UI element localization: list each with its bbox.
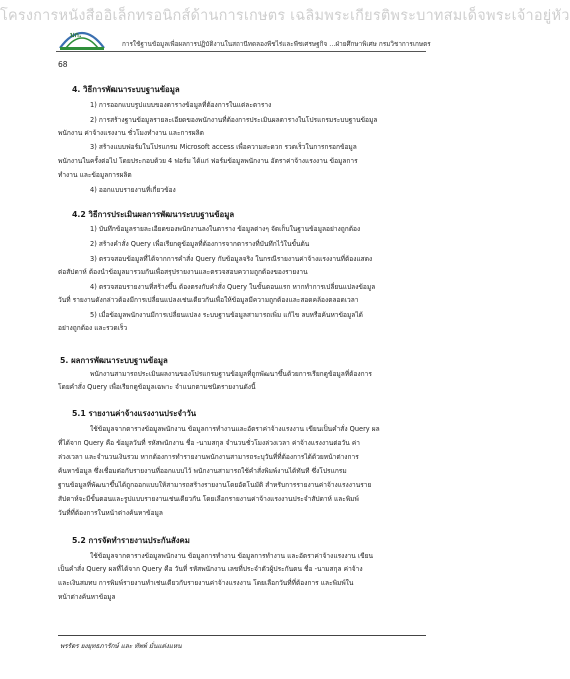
footer-divider: [58, 635, 426, 636]
paragraph-line: 4) ออกแบบรายงานที่เกี่ยวข้อง: [90, 186, 176, 194]
paragraph-line: ล่วงเวลา และจำนวนเงินรวม หากต้องการทำรายงานพนักงานสามารถระบุวันที่ที่ต้องการได้ด้วยหน้าต่างการ: [58, 453, 359, 461]
paragraph-line: 2) การสร้างฐานข้อมูลรายละเอียดของพนักงานที่ต้องการประเมินผลตารางในโปรแกรมระบบฐานข้อมูล: [90, 116, 378, 124]
paragraph-line: เป็นคำสั่ง Query ผลที่ได้จาก Query คือ วันที่ รหัสพนักงาน เลขที่ประจำตัวผู้ประกันตน ชื่อ -นามสกุล ค่าจ้าง: [58, 565, 363, 573]
paragraph-line: 3) ตรวจสอบข้อมูลที่ได้จากการคำสั่ง Query กับข้อมูลจริง ในกรณีรายงานค่าจ้างแรงงานที่ต้องแสดง: [90, 255, 373, 263]
paragraph-line: 1) บันทึกข้อมูลรายละเอียดของพนักงานลงในตาราง ข้อมูลต่างๆ จัดเก็บในฐานข้อมูลอย่างถูกต้อง: [90, 225, 361, 233]
paragraph-line: 2) สร้างคำสั่ง Query เพื่อเรียกดูข้อมูลที่ต้องการจากตารางที่บันทึกไว้ในขั้นต้น: [90, 240, 310, 248]
paragraph-line: วันที่ รายงานดังกล่าวต้องมีการเปลี่ยนแปลงเช่นเดียวกันเพื่อให้ข้อมูลมีความถูกต้องและสอดคล้องตลอดเวลา: [58, 296, 359, 304]
paragraph-line: 4) ตรวจสอบรายงานที่สร้างขึ้น ต้องตรงกับคำสั่ง Query ในขั้นตอนแรก หากทำการเปลี่ยนแปลงข้อมูล: [90, 283, 376, 291]
paragraph-line: 3) สร้างแบบฟอร์มในโปรแกรม Microsoft access เพื่อความสะดวก รวดเร็วในการกรอกข้อมูล: [90, 143, 357, 151]
paragraph-line: และเงินสมทบ การพิมพ์รายงานทำเช่นเดียวกับรายงานค่าจ้างแรงงาน โดยเลือกวันที่ที่ต้องการ และพิมพ์ใน: [58, 579, 354, 587]
page-number: 68: [58, 60, 68, 69]
university-logo: [56, 22, 108, 52]
paragraph-line: ที่ได้จาก Query คือ ข้อมูลวันที่ รหัสพนักงาน ชื่อ -นามสกุล จำนวนชั่วโมงล่วงเวลา ค่าจ้างแรงงานต่อวัน ค่า: [58, 439, 360, 447]
header-divider: [56, 51, 426, 52]
section-heading: 5.1 รายงานค่าจ้างแรงงานประจำวัน: [72, 409, 197, 418]
paragraph-line: ใช้ข้อมูลจากตารางข้อมูลพนักงาน ข้อมูลการทำงานและอัตราค่าจ้างแรงงาน เขียนเป็นคำสั่ง Query ผล: [90, 425, 380, 433]
paragraph-line: 5) เมื่อข้อมูลพนักงานมีการเปลี่ยนแปลง ระบบฐานข้อมูลสามารถเพิ่ม แก้ไข ลบหรือค้นหาข้อมูลได้: [90, 311, 363, 319]
logo-text: มก.: [70, 31, 82, 39]
paragraph-line: โดยคำสั่ง Query เพื่อเรียกดูข้อมูลเฉพาะ จำแนกตามชนิดรายงานดังนี้: [58, 383, 256, 391]
paragraph-line: พนักงานในครั้งต่อไป โดยประกอบด้วย 4 ฟอร์ม ได้แก่ ฟอร์มข้อมูลพนักงาน อัตราค่าจ้างแรงงาน ข้อมูลการ: [58, 157, 358, 165]
paragraph-line: ค้นหาข้อมูล ซึ่งเชื่อมต่อกับรายงานที่ออกแบบไว้ พนักงานสามารถใช้คำสั่งพิมพ์งานได้ทันที ซึ่งโปรแกรม: [58, 467, 347, 475]
section-heading: 4.2 วิธีการประเมินผลการพัฒนาระบบฐานข้อมูล: [72, 210, 235, 219]
section-heading: 4. วิธีการพัฒนาระบบฐานข้อมูล: [72, 85, 180, 94]
paragraph-line: ฐานข้อมูลที่พัฒนาขึ้นได้ถูกออกแบบให้สามารถสร้างรายงานโดยอัตโนมัติ สำหรับการรายงานค่าจ้างแรงงานราย: [58, 481, 372, 489]
paragraph-line: ต่อสัปดาห์ ต้องนำข้อมูลมารวมกันเพื่อสรุปรายงานและตรวจสอบความถูกต้องของรายงาน: [58, 268, 308, 276]
paragraph-line: วันที่ที่ต้องการในหน้าต่างค้นหาข้อมูล: [58, 509, 163, 517]
section-heading: 5.2 การจัดทำรายงานประกันสังคม: [72, 536, 190, 545]
header-title: การใช้ฐานข้อมูลเพื่อผลการปฏิบัติงานในสถานีทดลองพืชไร่และพืชเศรษฐกิจ ...ฝ่ายศึกษาพิเศษ กรมวิชาการเกษตร: [122, 40, 431, 48]
paragraph-line: หน้าต่างค้นหาข้อมูล: [58, 593, 116, 601]
watermark-text: โครงการหนังสืออิเล็กทรอนิกส์ด้านการเกษตร เฉลิมพระเกียรติพระบาทสมเด็จพระเจ้าอยู่หัว: [0, 8, 570, 24]
paragraph-line: สัปดาห์จะมีขั้นตอนและรูปแบบรายงานเช่นเดียวกัน โดยเลือกรายงานค่าจ้างแรงงานประจำสัปดาห์ และพิมพ์: [58, 495, 359, 503]
paragraph-line: ทำงาน และข้อมูลการผลิต: [58, 171, 132, 179]
paragraph-line: ใช้ข้อมูลจากตารางข้อมูลพนักงาน ข้อมูลการทำงาน ข้อมูลการทำงาน และอัตราค่าจ้างแรงงาน เขียน: [90, 552, 373, 560]
paragraph-line: พนักงานสามารถประเมินผลงานของโปรแกรมฐานข้อมูลที่ถูกพัฒนาขึ้นด้วยการเรียกดูข้อมูลที่ต้องการ: [90, 370, 372, 378]
section-heading: 5. ผลการพัฒนาระบบฐานข้อมูล: [60, 356, 168, 365]
paragraph-line: 1) การออกแบบรูปแบบของตารางข้อมูลที่ต้องการในแต่ละตาราง: [90, 101, 272, 109]
footer-authors: พรรัตร ยงยุทธภารักษ์ และ ทัพพ์ มั่นแต่งแหน: [60, 642, 182, 650]
paragraph-line: อย่างถูกต้อง และรวดเร็ว: [58, 324, 128, 332]
paragraph-line: พนักงาน ค่าจ้างแรงงาน ชั่วโมงทำงาน และการผลิต: [58, 129, 204, 137]
